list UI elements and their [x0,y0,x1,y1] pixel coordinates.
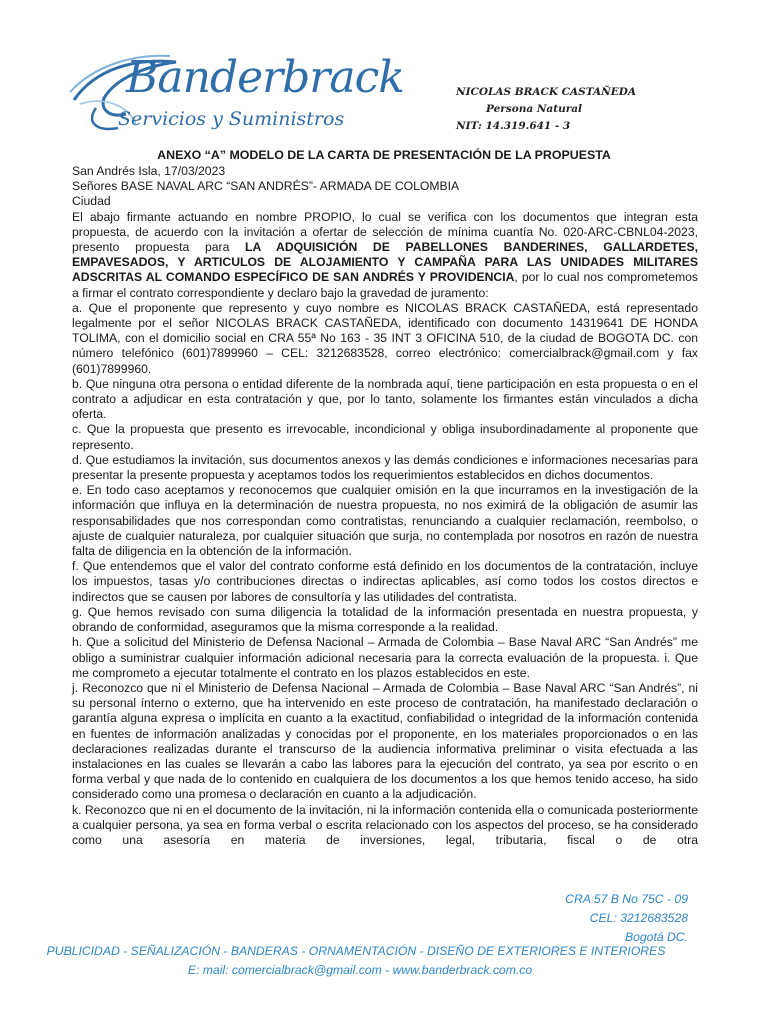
owner-name: NICOLAS BRACK CASTAÑEDA [456,86,636,98]
clause-h-i: h. Que a solicitud del Ministerio de Defensa Nacional – Armada de Colombia – Base Naval ARC “San Andrés” me obligo a suministrar cualquier información adicional necesaria para la correcta evaluación de la propuesta. i. Que me comprometo a ejecutar totalmente el contrato en los plazos establecidos en este. [72,635,698,680]
clause-b: b. Que ninguna otra persona o entidad diferente de la nombrada aquí, tiene participación en esta propuesta o en el contrato a adjudicar en esta contratación y que, por lo tanto, solamente los firmantes están vinculados a dicha oferta. [72,376,698,422]
footer-address: CRA 57 B No 75C - 09 [565,892,688,906]
footer-city: Bogotá DC. [624,930,688,944]
place-date: San Andrés Isla, 17/03/2023 [72,164,226,178]
clause-g: g. Que hemos revisado con suma diligencia la totalidad de la información presentada en nuestra propuesta, y obrando de conformidad, aseguramos que la misma corresponde a la realidad. [72,604,698,635]
clause-c: c. Que la propuesta que presento es irrevocable, incondicional y obliga insubordinadamente al proponente que represento. [72,422,698,452]
intro-text-start: El abajo firmante actuando en nombre PROPIO, lo cual se verifica con los documentos que integran esta propuesta, de acuerdo con la invitación a ofertar de selección de mínima cuantía No. 020-ARC-CBNL04-2023, presento propuesta para [72,209,698,255]
clause-f: f. Que entendemos que el valor del contrato conforme está definido en los documentos de la contratación, incluye los impuestos, tasas y/o contribuciones directas o indirectas aplicables, así como todos los costos directos e indirectos que se causen por labores de consultoría y las utilidades del contratista. [72,559,698,604]
intro-object: LA ADQUISICIÓN DE PABELLONES BANDERINES, GALLARDETES, EMPAVESADOS, Y ARTICULOS DE ALOJAMIENTO Y CAMPAÑA PARA LAS UNIDADES MILITARES ADSCRITAS AL COMANDO ESPECÍFICO DE SAN ANDRÉS Y PROVIDENCIA [72,240,698,285]
document-title: ANEXO “A” MODELO DE LA CARTA DE PRESENTACIÓN DE LA PROPUESTA [157,148,611,162]
footer-contact: E: mail: comercialbrack@gmail.com - www.banderbrack.com.co [187,963,533,977]
logo-subtitle: Servicios y Suministros [118,108,345,130]
company-logo [66,48,404,148]
logo-wordmark: Banderbrack [126,52,404,103]
owner-nit: NIT: 14.319.641 - 3 [456,120,571,132]
footer-address-block [428,890,688,947]
addressee-city: Ciudad [72,194,111,209]
footer-tagline: PUBLICIDAD - SEÑALIZACIÓN - BANDERAS - ORNAMENTACIÓN - DISEÑO DE EXTERIORES E INTERIORES [46,944,666,958]
intro-paragraph [72,210,698,301]
clause-k: k. Reconozco que ni en el documento de la invitación, ni la información contenida ella o comunicada posteriormente a cualquier persona, ya sea en forma verbal o escrita relacionado con los aspectos del proceso, se ha considerado como una asesoría en materia de inversiones, legal, tributaria, fiscal o de otra [72,802,698,847]
footer-cell: CEL: 3212683528 [589,911,688,925]
addressee: Señores BASE NAVAL ARC “SAN ANDRÉS”- ARMADA DE COLOMBIA [72,179,460,194]
intro-text-end: , por lo cual nos comprometemos a firmar el contrato correspondiente y declaro bajo la gravedad de juramento: [72,270,698,300]
clause-d: d. Que estudiamos la invitación, sus documentos anexos y las demás condiciones e informaciones necesarias para presentar la presente propuesta y aceptamos todos los requerimientos establecidos en dichos documentos. [72,452,698,483]
clause-j: j. Reconozco que ni el Ministerio de Defensa Nacional – Armada de Colombia – Base Naval ARC “San Andrés”, ni su personal ínterno o externo, que ha intervenido en este proceso de contratación, ha manifestado declaración o garantía alguna expresa o implícita en cuanto a la exactitud, confiabilidad o integridad de la información contenida en fuentes de información analizadas y conocidas por el proponente, en los materiales proporcionados o en las declaraciones realizadas durante el transcurso de la audiencia informativa preliminar o visita efectuada a las instalaciones en las cuales se llevarán a cabo las labores para la ejecución del contrato, ya sea por escrito o en forma verbal y que nada de lo contenido en cualquiera de los documentos a los que hemos tenido acceso, ha sido considerado como una promesa o declaración en cuanto a la adjudicación. [72,680,698,802]
owner-type: Persona Natural [486,103,583,115]
letter-body [72,164,698,863]
clause-a: a. Que el proponente que represento y cuyo nombre es NICOLAS BRACK CASTAÑEDA, está representado legalmente por el señor NICOLAS BRACK CASTAÑEDA, identificado con documento 14319641 DE HONDA TOLIMA, con el domicilio social en CRA 55ª No 163 - 35 INT 3 OFICINA 510, de la ciudad de BOGOTA DC. con número telefónico (601)7899960 – CEL: 3212683528, correo electrónico: comercialbrack@gmail.com y fax (601)7899960. [72,300,698,376]
clause-e: e. En todo caso aceptamos y reconocemos que cualquier omisión en la que incurramos en la investigación de la información que influya en la determinación de nuestra propuesta, no nos eximirá de la obligación de asumir las responsabilidades que nos correspondan como contratistas, renunciando a cualquier reclamación, reembolso, o ajuste de cualquier naturaleza, por cualquier situación que surja, no contemplada por nosotros en razón de nuestra falta de diligencia en la obtención de la información. [72,483,698,559]
